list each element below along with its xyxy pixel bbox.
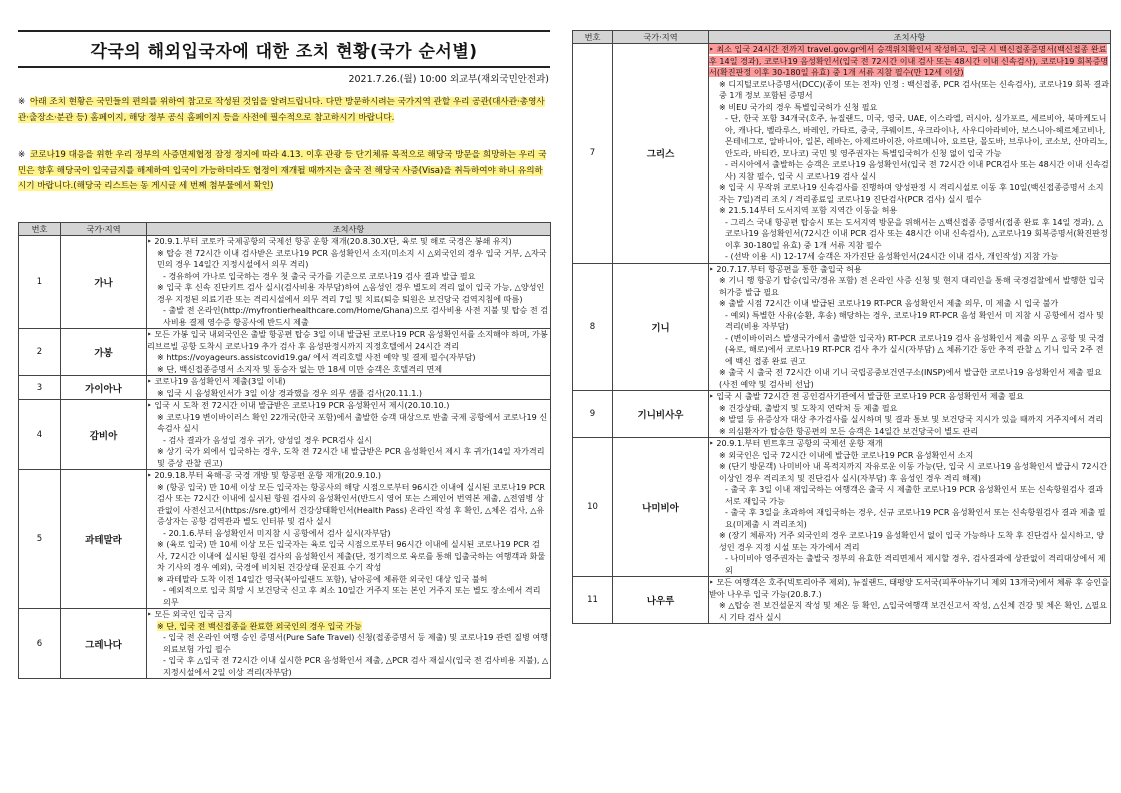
measure-line — [709, 530, 1110, 553]
table-row — [19, 400, 551, 470]
measure-line — [709, 414, 1110, 426]
measure-line — [147, 282, 550, 305]
row-country: 그리스 — [613, 44, 709, 264]
row-number: 5 — [19, 470, 61, 609]
row-measures — [147, 236, 551, 329]
table-row — [19, 609, 551, 679]
row-number: 2 — [19, 329, 61, 376]
measure-line-text: ‣ 20.9.18.부터 육해·공 국경 개방 및 항공편 운항 재개(20.9.10.) — [147, 470, 382, 480]
row-measures — [147, 376, 551, 400]
header-country: 국가·지역 — [61, 223, 147, 236]
row-country: 가봉 — [61, 329, 147, 376]
notice-1-text: 아래 조치 현황은 국민들의 편의를 위하여 참고로 작성된 것임을 알려드립니다. 다만 방문하시려는 국가지역 관할 우리 공관(대사관·총영사관·출장소·분관 등) 홈페이지, 해당 정부 공식 홈페이지 등을 사전에 필수적으로 참고하시기 바랍니다. — [18, 97, 545, 123]
measure-line-text: - 나미비아 영주권자는 출발국 정부의 유효한 격리면제서 제시할 경우, 검사결과에 상관없이 격리대상에서 제외 — [725, 553, 1106, 575]
measure-line — [709, 438, 1110, 450]
row-country: 감비아 — [61, 400, 147, 470]
row-number: 9 — [573, 391, 613, 438]
row-measures — [709, 391, 1111, 438]
measure-line-text: - (변이바이러스 발생국가에서 출발한 입국자) RT-PCR 코로나19 검사 음성확인서 제출 의무 △ 공항 및 국경(육로, 해로)에서 코로나19 RT-PCR 검사 추가 실시(자부담) △ 체류기간 동안 추적 관찰 △ 기니 입국 2주 전에 백신 접종 완료 권고 — [725, 332, 1105, 366]
document-title-box — [18, 30, 550, 68]
measure-line-text: ※ 단, 입국 전 백신접종을 완료한 외국인의 경우 입국 가능 — [157, 620, 362, 631]
document-title: 각국의 해외입국자에 대한 조치 현황(국가 순서별) — [90, 41, 478, 62]
measure-line — [709, 113, 1110, 159]
measure-line — [709, 159, 1110, 182]
measure-line — [709, 251, 1110, 263]
measure-line-text: ※ 입국 시 무작위 코로나19 신속검사를 진행하며 양성판정 시 격리시설로 이동 후 10일(백신접종증명서 소지자는 7일)격리 조치 / 격리종료일 코로나19 진단검사(PCR 검사) 실시 필수 — [719, 182, 1104, 204]
header-measures: 조치사항 — [147, 223, 551, 236]
measure-line-text: ※ 디지털코로나증명서(DCC)(종이 또는 전자) 인정 : 백신접종, PCR 검사(또는 신속검사), 코로나19 회복 결과 중 1개 정보 포함된 증명서 — [719, 78, 1109, 100]
measure-line-text: ※ (장기 체류자) 거주 외국인의 경우 코로나19 음성확인서 없이 입국 가능하나 도착 후 진단검사 실시하고, 양성인 경우 지정 시설 또는 자가에서 격리 — [719, 530, 1105, 552]
row-number: 11 — [573, 577, 613, 624]
measure-line-text: ※ (단기 방문객) 나미비아 내 목적지까지 자유로운 이동 가능(단, 입국 시 코로나19 음성확인서 발급시 72시간 이상인 경우 격리조치 및 진단검사 실시(자부담) 후 음성인 경우 격리 해제) — [719, 461, 1108, 483]
measure-line-text: - (선박 이용 시) 12-17세 승객은 자가진단 음성확인서(24시간 이내 검사, 개인작성) 지참 가능 — [725, 251, 1059, 261]
measure-line — [709, 426, 1110, 438]
table-body-right — [573, 44, 1111, 624]
row-country: 그레나다 — [61, 609, 147, 679]
header-number: 번호 — [573, 31, 613, 44]
measure-line — [147, 435, 550, 447]
measure-line-text: ‣ 모든 여행객은 호주(빅토리아주 제외), 뉴질랜드, 태평양 도서국(피푸아뉴기니 제외 13개국)에서 체류 후 승인을 받아 나우루 입국 가능(20.8.7.) — [709, 577, 1109, 599]
header-country: 국가·지역 — [613, 31, 709, 44]
measure-line-text: - 출국 후 3일을 초과하여 재입국하는 경우, 신규 코로나19 PCR 음성확인서 또는 신속항원검사 결과 제출 필요(미제출 시 격리조치) — [725, 507, 1106, 529]
measure-line — [147, 446, 550, 469]
table-row — [573, 577, 1111, 624]
measure-line-text: ※ △탑승 전 보건설문지 작성 및 체온 등 확인, △입국여행객 보건신고서 작성, △신체 건강 및 체온 확인, △필요 시 기타 검사 실시 — [719, 600, 1108, 622]
measure-line — [709, 44, 1110, 79]
row-number: 3 — [19, 376, 61, 400]
measure-line — [147, 470, 550, 482]
left-document-page — [12, 0, 553, 793]
measure-line-text: ※ 단, 백신접종증명서 소지자 및 동승자 없는 만 18세 미만 승객은 호텔격리 면제 — [157, 363, 443, 374]
measure-line — [147, 655, 550, 678]
measure-line — [147, 388, 550, 400]
measure-line-text: ※ 출국 시 출국 전 72시간 이내 기니 국립공중보건연구소(INSP)에서 발급한 코로나19 음성확인서 제출 필요(사전 예약 및 검사비 선납) — [719, 367, 1102, 389]
row-measures — [709, 44, 1111, 264]
row-country: 기니비사우 — [613, 391, 709, 438]
header-measures: 조치사항 — [709, 31, 1111, 44]
measure-line — [147, 236, 550, 248]
measures-table-left — [18, 222, 551, 679]
measure-line — [147, 412, 550, 435]
measure-line-text: - 예외적으로 입국 희망 시 보건당국 신고 후 최소 10일간 거주지 또는 본인 거주지 또는 별도 장소에서 격리 의무 — [163, 585, 541, 607]
measure-line — [147, 528, 550, 540]
right-document-page — [572, 0, 1113, 793]
measure-line — [709, 553, 1110, 576]
row-measures — [709, 577, 1111, 624]
row-measures — [147, 329, 551, 376]
measure-line-text: ※ 외국인은 입국 72시간 이내에 발급한 코로나19 PCR 음성확인서 소지 — [719, 449, 974, 460]
measure-line-text: ※ 비EU 국가의 경우 특별입국허가 신청 필요 — [719, 101, 878, 112]
measure-line-text: ‣ 입국 시 도착 전 72시간 이내 발급받은 코로나19 PCR 음성확인서 제시(20.10.10.) — [147, 400, 450, 410]
measure-line-text: - 출발 전 온라인(http://myfrontierhealthcare.com/Home/Ghana)으로 검사비용 사전 지불 및 탑승 전 검사비용 결제 영수증 항공사에 반드시 제출 — [163, 305, 549, 327]
measure-line-text: ※ 입국 후 신속 진단키트 검사 실시(검사비용 자부담)하여 △음성인 경우 별도의 격리 없이 입국 가능, △양성인 경우 지정된 의료기관 또는 격리시설에서 의무 격리 7일 및 치료(퇴층 퇴원은 보건당국 검역지침에 따름) — [157, 282, 545, 304]
measure-line-text: ‣ 20.7.17.부터 항공편을 통한 출입국 허용 — [709, 263, 862, 274]
row-number: 10 — [573, 438, 613, 577]
measure-line-text: ※ 기니 행 항공기 탑승(입국/경유 포함) 전 온라인 사증 신청 및 현지 대리인을 통해 국경검찰에서 발행한 입국 허가증 발급 필요 — [719, 275, 1105, 297]
measure-line — [147, 352, 550, 364]
row-country: 가이아나 — [61, 376, 147, 400]
measure-line — [709, 182, 1110, 205]
measure-line — [147, 585, 550, 608]
measure-line-text: - 20.1.6.부터 음성확인서 미지참 시 공항에서 검사 실시(자부담) — [163, 527, 391, 538]
measure-line — [709, 333, 1110, 368]
row-country: 기니 — [613, 263, 709, 391]
notice-2-mark: ※ — [18, 150, 26, 160]
measure-line — [147, 248, 550, 271]
table-row — [19, 236, 551, 329]
row-country: 나우루 — [613, 577, 709, 624]
measure-line — [709, 79, 1110, 102]
measure-line-text: ※ 탑승 전 72시간 이내 검사받은 코로나19 PCR 음성확인서 소지(미소지 시 △외국인의 경우 입국 거부, △자국민의 경우 14일간 지정시설에서 의무 격리) — [157, 247, 547, 269]
row-measures — [709, 263, 1111, 391]
measure-line — [709, 298, 1110, 310]
measure-line-text: ‣ 모든 가봉 입국 내외국인은 출발 항공편 탑승 3일 이내 발급된 코로나19 PCR 음성확인서를 소지해야 하며, 가봉 리브르빌 공항 도착시 코로나19 추가 검사 후 음성판정시까지 지정호텔에서 24시간 격리 — [147, 329, 548, 351]
measure-line-text: - 단, 한국 포함 34개국(호주, 뉴질랜드, 미국, 영국, UAE, 이스라엘, 러시아, 싱가포르, 세르비아, 북마케도니아, 캐나다, 벨라루스, 바레인, 카타르, 중국, 쿠웨이트, 우크라이나, 사우디아라비아, 보스니아-헤르체고비나, 몬테네그로, 알바니아, 일본, 레바논, 아제르바이잔, 아르메니아, 요르단, 몰도바, 브루나이, 코소보, 산마리노, 안도라, 바티칸, 모나코) 국민 및 영주권자는 특별입국허가 신청 없이 입국 가능 — [725, 113, 1108, 158]
measure-line — [147, 574, 550, 586]
measure-line-text: ※ (육로 입국) 만 10세 이상 모든 입국자는 육로 입국 시점으로부터 96시간 이내에 실시된 코로나19 PCR 검사, 72시간 이내에 실시된 항원 검사의 음성확인서 제출(단, 정기적으로 육로를 통해 입출국하는 여행객과 화물차 기사의 경우 예외), 국경에 비치된 건강상태 문진표 수기 작성 — [157, 539, 546, 572]
document-date: 2021.7.26.(월) 10:00 외교부(재외국민안전과) — [348, 74, 549, 85]
measure-line — [709, 484, 1110, 507]
row-number: 8 — [573, 263, 613, 391]
table-header-row — [19, 223, 551, 236]
row-measures — [147, 470, 551, 609]
measure-line-text: ※ 발열 등 유증상자 대상 추가검사를 실시하며 및 결과 통보 및 보건당국 지시가 있을 때까지 거주지에서 격리 — [719, 414, 1104, 424]
measure-line — [709, 367, 1110, 390]
measure-line — [147, 305, 550, 328]
row-measures — [147, 609, 551, 679]
row-number: 1 — [19, 236, 61, 329]
measure-line — [147, 609, 550, 621]
table-row — [573, 44, 1111, 264]
measure-line-text: - 출국 후 3일 이내 재입국하는 여행객은 출국 시 제출한 코로나19 PCR 음성확인서 또는 신속항원검사 결과서로 재입국 가능 — [725, 484, 1104, 506]
measure-line — [709, 577, 1110, 600]
measure-line — [709, 391, 1110, 403]
measure-line — [147, 364, 550, 376]
measure-line — [709, 275, 1110, 298]
measure-line — [709, 102, 1110, 114]
measure-line — [709, 310, 1110, 333]
measure-line-text: ※ 코로나19 변이바이러스 확인 22개국(한국 포함)에서 출발한 승객 대상으로 반출 국제 공항에서 코로나19 신속검사 실시 — [157, 411, 548, 433]
measure-line-text: - 러시아에서 출발하는 승객은 코로나19 음성확인서(입국 전 72시간 이내 PCR검사 또는 48시간 이내 신속검사) 지참 필수, 입국 시 코로나19 검사 실시 — [725, 159, 1109, 181]
measure-line-text: ‣ 코로나19 음성확인서 제출(3일 이내) — [147, 376, 286, 386]
measures-table-right — [572, 30, 1111, 624]
measure-line-text: ※ 출발 시점 72시간 이내 발급된 코로나19 RT-PCR 음성확인서 제출 의무, 미 제출 시 입국 불가 — [719, 298, 1059, 308]
measure-line-text: ‣ 20.9.1.부터 빈트후크 공항의 국제선 운항 재개 — [709, 438, 883, 448]
notice-1-mark: ※ — [18, 97, 26, 107]
measure-line-text: - 입국 전 온라인 여행 승인 증명서(Pure Safe Travel) 신청(접종증명서 등 제출) 및 코로나19 관련 질병 여행의료보험 가입 필수 — [163, 632, 549, 654]
table-row — [573, 391, 1111, 438]
measure-line — [147, 329, 550, 352]
row-number: 6 — [19, 609, 61, 679]
measure-line — [147, 400, 550, 412]
measure-line-text: ※ 과테말라 도착 이전 14일간 영국(북아일랜드 포함), 남아공에 체류한 외국인 대상 입국 불허 — [157, 573, 488, 584]
measure-line-text: ‣ 20.9.1.부터 코토카 국제공항의 국제선 항공 운항 재개(20.8.30.X단, 육로 및 해로 국경은 봉쇄 유지) — [147, 236, 512, 246]
row-number: 4 — [19, 400, 61, 470]
measure-line — [709, 217, 1110, 252]
measure-line-text: ※ 상기 국가 외에서 입국하는 경우, 도착 전 72시간 내 발급받은 PCR 음성확인서 제시 후 귀가(14일 자가격리 및 증상 관찰 권고) — [157, 446, 545, 468]
measure-line-text: ※ 건강상태, 출발지 및 도착지 연락처 등 제출 필요 — [719, 402, 898, 413]
measure-line-text: ※ 21.5.14부터 도서지역 포함 지역간 이동을 허용 — [719, 205, 898, 215]
measure-line-text: ※ 의심환자가 탑승한 항공편의 모든 승객은 14일간 보건당국이 별도 관리 — [719, 425, 979, 436]
measure-line-text: - 예외) 특별한 사유(승환, 후송) 해당하는 경우, 코로나19 RT-PCR 음성 확인서 미 지참 시 공항에서 검사 및 격리(비용 자부담) — [725, 309, 1104, 331]
measure-line — [147, 539, 550, 574]
notice-2 — [18, 148, 548, 195]
table-header-row — [573, 31, 1111, 44]
measure-line — [709, 264, 1110, 276]
measure-line-text: ※ https://voyageurs.assistcovid19.ga/ 에서 격리호텔 사전 예약 및 결제 필수(자부담) — [157, 352, 476, 362]
measure-line — [709, 403, 1110, 415]
measure-line — [709, 600, 1110, 623]
row-country: 나미비아 — [613, 438, 709, 577]
table-row — [573, 263, 1111, 391]
measure-line — [709, 205, 1110, 217]
measure-line-text: - 경유하여 가나로 입국하는 경우 첫 출국 국가를 기준으로 코로나19 검사 결과 발급 필요 — [163, 270, 476, 281]
row-number: 7 — [573, 44, 613, 264]
table-row — [573, 438, 1111, 577]
measure-line-text: - 입국 후 △입국 전 72시간 이내 실시한 PCR 음성확인서 제출, △PCR 검사 재실시(입국 전 검사비용 지불), △지정시설에서 2일 이상 격리(자부담) — [163, 655, 549, 677]
notice-2-text: 코로나19 대응을 위한 우리 정부의 사증면제협정 잠정 정지에 따라 4.13. 이후 관광 등 단기체류 목적으로 해당국 방문을 희망하는 우리 국민은 향후 해당국이 입국금지를 해제하여 입국이 가능하더라도 협정이 재개될 때까지는 출국 전 해당국 사증(Visa)을 취득하여야 하니 유의하시기 바랍니다.(해당국 리스트는 동 게시글 세 번째 첨부물에서 확인) — [18, 150, 547, 191]
measure-line-text: ‣ 모든 외국인 입국 금지 — [147, 609, 233, 619]
header-number: 번호 — [19, 223, 61, 236]
measure-line-text: ‣ 최소 입국 24시간 전까지 travel.gov.gr에서 승객위치확인서 작성하고, 입국 시 백신접종증명서(백신접종 완료 후 14일 경과), 코로나19 음성확인서(입국 전 72시간 이내 검사 또는 48시간 이내 신속검사), 코로나19 회복증명서(확진판정 이후 30-180일 유효) 중 1개 서류 지참 필수(만 12세 이상) — [709, 44, 1109, 77]
measure-line-text: ※ 입국 시 음성확인서가 3일 이상 경과했을 경우 의무 샘플 검사(20.11.1.) — [157, 387, 423, 398]
row-country: 과테말라 — [61, 470, 147, 609]
notice-1 — [18, 95, 548, 126]
row-country: 가나 — [61, 236, 147, 329]
table-row — [19, 470, 551, 609]
measure-line — [147, 482, 550, 528]
table-row — [19, 376, 551, 400]
measure-line — [709, 450, 1110, 462]
measure-line-text: - 검사 결과가 음성일 경우 귀가, 양성일 경우 PCR검사 실시 — [163, 434, 372, 445]
measure-line-text: ‣ 입국 시 출발 72시간 전 공인검사기관에서 발급한 코로나19 PCR 음성확인서 제출 필요 — [709, 391, 1024, 401]
row-measures — [709, 438, 1111, 577]
measure-line-text: ※ (항공 입국) 만 10세 이상 모든 입국자는 항공사의 해당 시점으로부터 96시간 이내에 실시된 코로나19 PCR 검사 또는 72시간 이내에 실시된 항원 검사의 음성확인서(반드시 영어 또는 스페인어 번역본 제출, △전염병 상관없이 사전신고서(https://sre.gt)에서 건강상태확인서(Health Pass) 온라인 작성 후 확인, △체온 검사, △유증상자는 공항 검역관과 별도 인터뷰 및 검사 실시 — [157, 481, 546, 526]
measure-line — [709, 507, 1110, 530]
measure-line — [147, 376, 550, 388]
measure-line-text: - 그리스 국내 항공편 탑승시 또는 도서지역 방문을 위해서는 △백신접종 증명서(접종 완료 후 14일 경과), △코로나19 음성확인서(72시간 이내 PCR 검사 또는 48시간 이내 신속검사), △코로나19 회복증명서(확진판정 이후 30-180일 유효) 중 1개 서류 지참 필수 — [725, 216, 1108, 250]
measure-line — [147, 621, 550, 633]
measure-line — [709, 461, 1110, 484]
table-body-left — [19, 236, 551, 679]
measure-line — [147, 632, 550, 655]
table-row — [19, 329, 551, 376]
row-measures — [147, 400, 551, 470]
measure-line — [147, 271, 550, 283]
